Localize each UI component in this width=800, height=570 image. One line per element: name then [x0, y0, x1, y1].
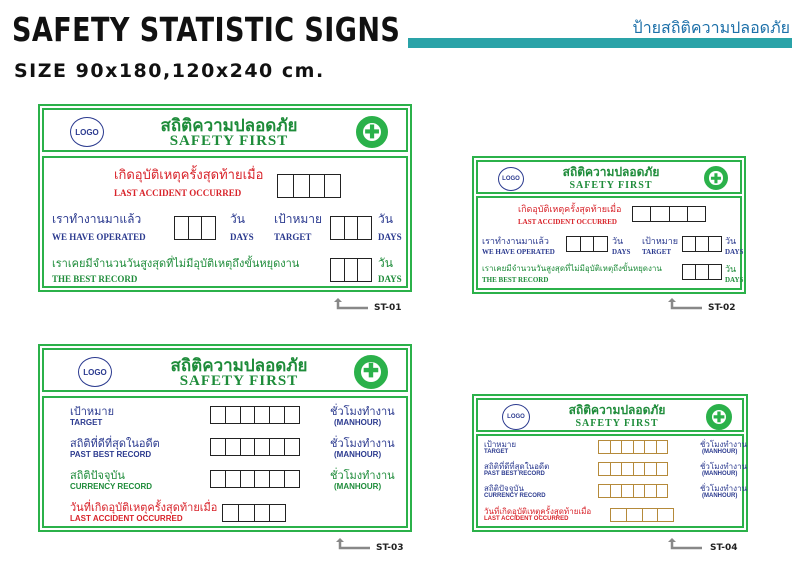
green-cross-icon: ✚ [356, 116, 388, 148]
last-accident-thai: เกิดอุบัติเหตุครั้งสุดท้ายเมื่อ [518, 204, 622, 214]
manhour-label: (MANHOUR) [334, 450, 382, 459]
digit-boxes [210, 406, 300, 424]
manhour-thai: ชั่วโมงทำงาน [700, 462, 748, 471]
target-label: TARGET [274, 232, 312, 242]
target-thai: เป้าหมาย [484, 440, 517, 449]
manhour-label: (MANHOUR) [702, 471, 738, 477]
thai-title: สถิติความปลอดภัย [562, 165, 660, 179]
days-label: DAYS [378, 274, 402, 284]
target-label: TARGET [642, 248, 672, 256]
digit-boxes [598, 462, 668, 476]
digit-boxes [566, 236, 608, 252]
digit-boxes [632, 206, 706, 222]
model-code: ST-03 [376, 543, 404, 553]
logo-placeholder: LOGO [78, 357, 112, 387]
target-label: TARGET [484, 449, 509, 455]
past-best-thai: สถิติที่ดีที่สุดในอดีต [484, 462, 550, 471]
last-accident-label: LAST ACCIDENT OCCURRED [70, 514, 183, 523]
past-best-thai: สถิติที่ดีที่สุดในอดีต [70, 438, 160, 450]
target-thai: เป้าหมาย [642, 236, 679, 246]
digit-boxes [330, 216, 372, 240]
day-thai: วัน [378, 212, 393, 226]
green-cross-icon: ✚ [354, 355, 388, 389]
digit-boxes [682, 236, 722, 252]
model-code: ST-01 [374, 303, 402, 313]
days-label: DAYS [725, 276, 744, 284]
manhour-thai: ชั่วโมงทำงาน [700, 484, 748, 493]
english-title: SAFETY FIRST [575, 418, 659, 429]
best-record-label: THE BEST RECORD [482, 276, 549, 284]
digit-boxes [330, 258, 372, 282]
digit-boxes [210, 470, 300, 488]
arrow-icon [336, 538, 372, 552]
currency-thai: สถิติปัจจุบัน [70, 470, 125, 482]
operated-label: WE HAVE OPERATED [52, 232, 146, 242]
best-record-thai: เราเคยมีจำนวนวันสูงสุดที่ไม่มีอุบัติเหตุถึงขั้นหยุดงาน [52, 258, 300, 270]
digit-boxes [610, 508, 674, 522]
sign-st-02 [472, 156, 746, 294]
arrow-icon [668, 538, 704, 552]
logo-placeholder: LOGO [498, 167, 524, 191]
page-title: SAFETY STATISTIC SIGNS [12, 10, 401, 49]
english-title: SAFETY FIRST [569, 180, 653, 191]
english-title: SAFETY FIRST [179, 373, 299, 389]
operated-label: WE HAVE OPERATED [482, 248, 555, 256]
manhour-thai: ชั่วโมงทำงาน [330, 438, 395, 450]
digit-boxes [682, 264, 722, 280]
digit-boxes [277, 174, 341, 198]
operated-thai: เราทำงานมาแล้ว [482, 236, 549, 246]
days-label: DAYS [612, 248, 631, 256]
logo-placeholder: LOGO [502, 404, 530, 430]
days-label: DAYS [378, 232, 402, 242]
manhour-thai: ชั่วโมงทำงาน [330, 470, 395, 482]
sign-st-01 [38, 104, 412, 292]
sign-st-03 [38, 344, 412, 532]
thai-caption: ป้ายสถิติความปลอดภัย [632, 20, 790, 37]
digit-boxes [222, 504, 286, 522]
manhour-label: (MANHOUR) [702, 493, 738, 499]
past-best-label: PAST BEST RECORD [484, 471, 545, 477]
day-thai: วัน [230, 212, 245, 226]
day-thai: วัน [612, 236, 624, 246]
past-best-label: PAST BEST RECORD [70, 450, 152, 459]
arrow-icon [334, 298, 370, 312]
english-title: SAFETY FIRST [169, 133, 289, 149]
days-label: DAYS [725, 248, 744, 256]
currency-label: CURRENCY RECORD [70, 482, 153, 491]
manhour-label: (MANHOUR) [702, 449, 738, 455]
sign-header [476, 398, 744, 432]
target-thai: เป้าหมาย [70, 406, 115, 418]
thai-title: สถิติความปลอดภัย [568, 403, 666, 417]
thai-title: สถิติความปลอดภัย [160, 116, 298, 135]
green-cross-icon: ✚ [704, 166, 728, 190]
last-accident-thai: วันที่เกิดอุบัติเหตุครั้งสุดท้ายเมื่อ [484, 507, 592, 516]
manhour-label: (MANHOUR) [334, 418, 382, 427]
currency-thai: สถิติปัจจุบัน [484, 484, 524, 493]
sign-body [42, 396, 408, 528]
digit-boxes [598, 484, 668, 498]
model-code: ST-02 [708, 303, 736, 313]
digit-boxes [174, 216, 216, 240]
last-accident-thai: วันที่เกิดอุบัติเหตุครั้งสุดท้ายเมื่อ [70, 502, 218, 514]
last-accident-label: LAST ACCIDENT OCCURRED [518, 218, 617, 226]
target-thai: เป้าหมาย [274, 212, 323, 226]
size-caption: SIZE 90x180,120x240 cm. [14, 60, 325, 82]
logo-placeholder: LOGO [70, 117, 104, 147]
day-thai: วัน [725, 236, 737, 246]
digit-boxes [598, 440, 668, 454]
target-label: TARGET [70, 418, 103, 427]
day-thai: วัน [378, 256, 393, 270]
arrow-icon [668, 298, 704, 312]
digit-boxes [210, 438, 300, 456]
sign-header [42, 348, 408, 392]
sign-header [42, 108, 408, 152]
best-record-label: THE BEST RECORD [52, 274, 138, 284]
manhour-label: (MANHOUR) [334, 482, 382, 491]
manhour-thai: ชั่วโมงทำงาน [700, 440, 748, 449]
sign-body [42, 156, 408, 288]
manhour-thai: ชั่วโมงทำงาน [330, 406, 395, 418]
sign-body [476, 196, 742, 290]
sign-body [476, 434, 748, 528]
thai-title: สถิติความปลอดภัย [170, 356, 308, 375]
days-label: DAYS [230, 232, 254, 242]
day-thai: วัน [725, 264, 737, 274]
green-cross-icon: ✚ [706, 404, 732, 430]
last-accident-label: LAST ACCIDENT OCCURRED [114, 188, 242, 198]
sign-st-04 [472, 394, 748, 532]
last-accident-thai: เกิดอุบัติเหตุครั้งสุดท้ายเมื่อ [114, 167, 264, 182]
currency-label: CURRENCY RECORD [484, 493, 546, 499]
last-accident-label: LAST ACCIDENT OCCURRED [484, 516, 569, 522]
operated-thai: เราทำงานมาแล้ว [52, 212, 142, 226]
sign-header [476, 160, 742, 194]
model-code: ST-04 [710, 543, 738, 553]
best-record-thai: เราเคยมีจำนวนวันสูงสุดที่ไม่มีอุบัติเหตุถึงขั้นหยุดงาน [482, 264, 662, 273]
